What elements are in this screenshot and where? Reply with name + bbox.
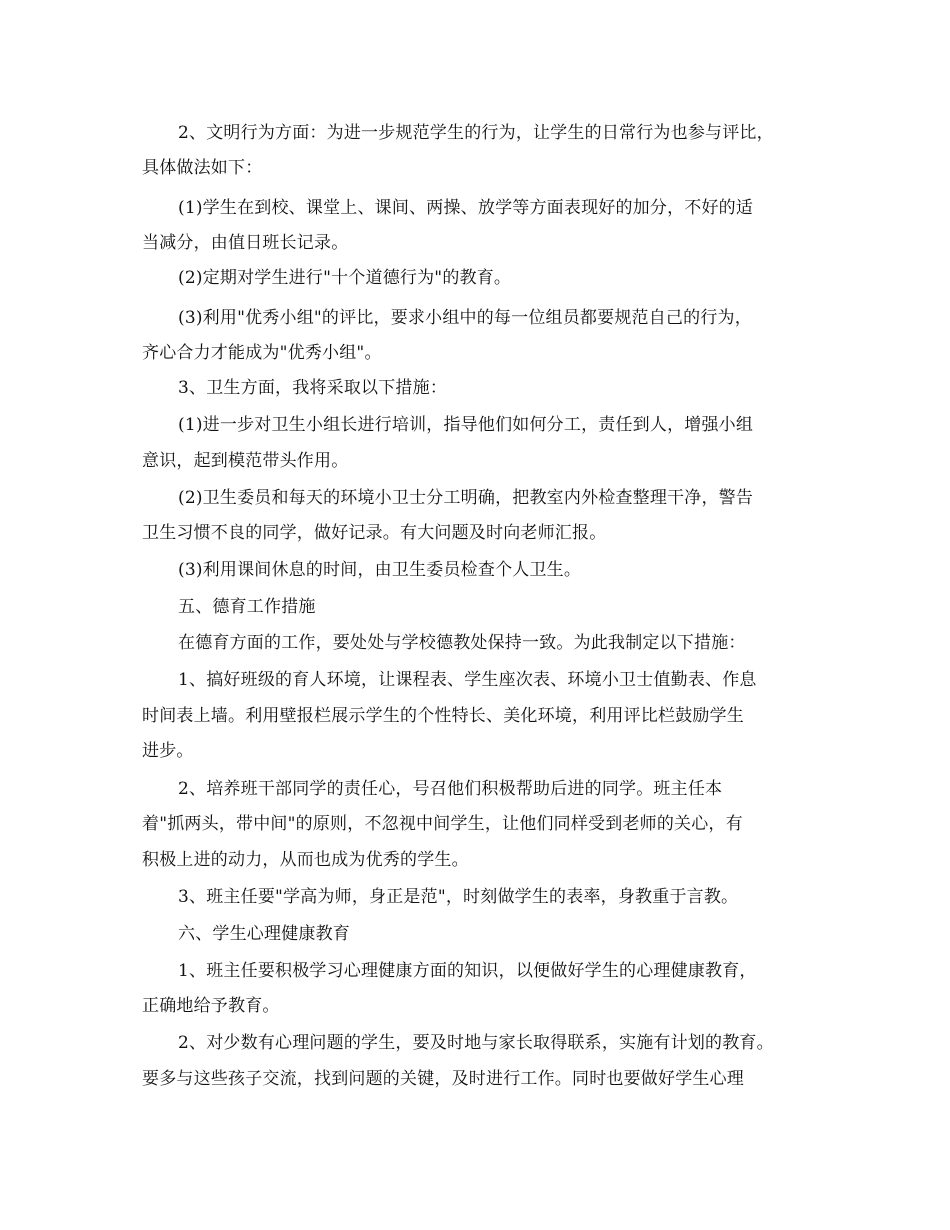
text-line: 着"抓两头，带中间"的原则，不忽视中间学生，让他们同样受到老师的关心，有 [142, 814, 743, 834]
text-line: 意识，起到模范带头作用。 [142, 451, 349, 471]
text-line: (3)利用课间休息的时间，由卫生委员检查个人卫生。 [178, 560, 582, 580]
section-heading: 五、德育工作措施 [178, 597, 316, 617]
text-line: 要多与这些孩子交流，找到问题的关键，及时进行工作。同时也要做好学生心理 [142, 1069, 744, 1089]
text-line: 具体做法如下： [142, 158, 263, 178]
text-line: 2、培养班干部同学的责任心，号召他们积极帮助后进的同学。班主任本 [178, 779, 723, 799]
text-line: 齐心合力才能成为"优秀小组"。 [142, 343, 382, 363]
text-line: 2、文明行为方面：为进一步规范学生的行为，让学生的日常行为也参与评比， [178, 123, 774, 143]
text-line: 3、班主任要"学高为师，身正是范"，时刻做学生的表率，身教重于言教。 [178, 887, 739, 907]
text-line: 当减分，由值日班长记录。 [142, 233, 349, 253]
text-line: 进步。 [142, 741, 194, 761]
text-line: (1)进一步对卫生小组长进行培训，指导他们如何分工，责任到人，增强小组 [178, 415, 754, 435]
text-line: (2)卫生委员和每天的环境小卫士分工明确，把教室内外检查整理干净，警告 [178, 488, 754, 508]
text-line: (2)定期对学生进行"十个道德行为"的教育。 [178, 268, 512, 288]
text-line: 卫生习惯不良的同学，做好记录。有大问题及时向老师汇报。 [142, 523, 607, 543]
text-line: 2、对少数有心理问题的学生，要及时地与家长取得联系，实施有计划的教育。 [178, 1033, 774, 1053]
section-heading: 六、学生心理健康教育 [178, 924, 350, 944]
text-line: (1)学生在到校、课堂上、课间、两操、放学等方面表现好的加分，不好的适 [178, 198, 754, 218]
text-line: 在德育方面的工作，要处处与学校德教处保持一致。为此我制定以下措施： [178, 633, 746, 653]
text-line: 3、卫生方面，我将采取以下措施： [178, 378, 448, 398]
text-line: 1、搞好班级的育人环境，让课程表、学生座次表、环境小卫士值勤表、作息 [178, 670, 757, 690]
text-line: 积极上进的动力，从而也成为优秀的学生。 [142, 850, 469, 870]
text-line: (3)利用"优秀小组"的评比，要求小组中的每一位组员都要规范自己的行为， [178, 308, 752, 328]
text-line: 时间表上墙。利用壁报栏展示学生的个性特长、美化环境，利用评比栏鼓励学生 [142, 706, 744, 726]
text-line: 正确地给予教育。 [142, 996, 280, 1016]
text-line: 1、班主任要积极学习心理健康方面的知识，以便做好学生的心理健康教育， [178, 961, 757, 981]
